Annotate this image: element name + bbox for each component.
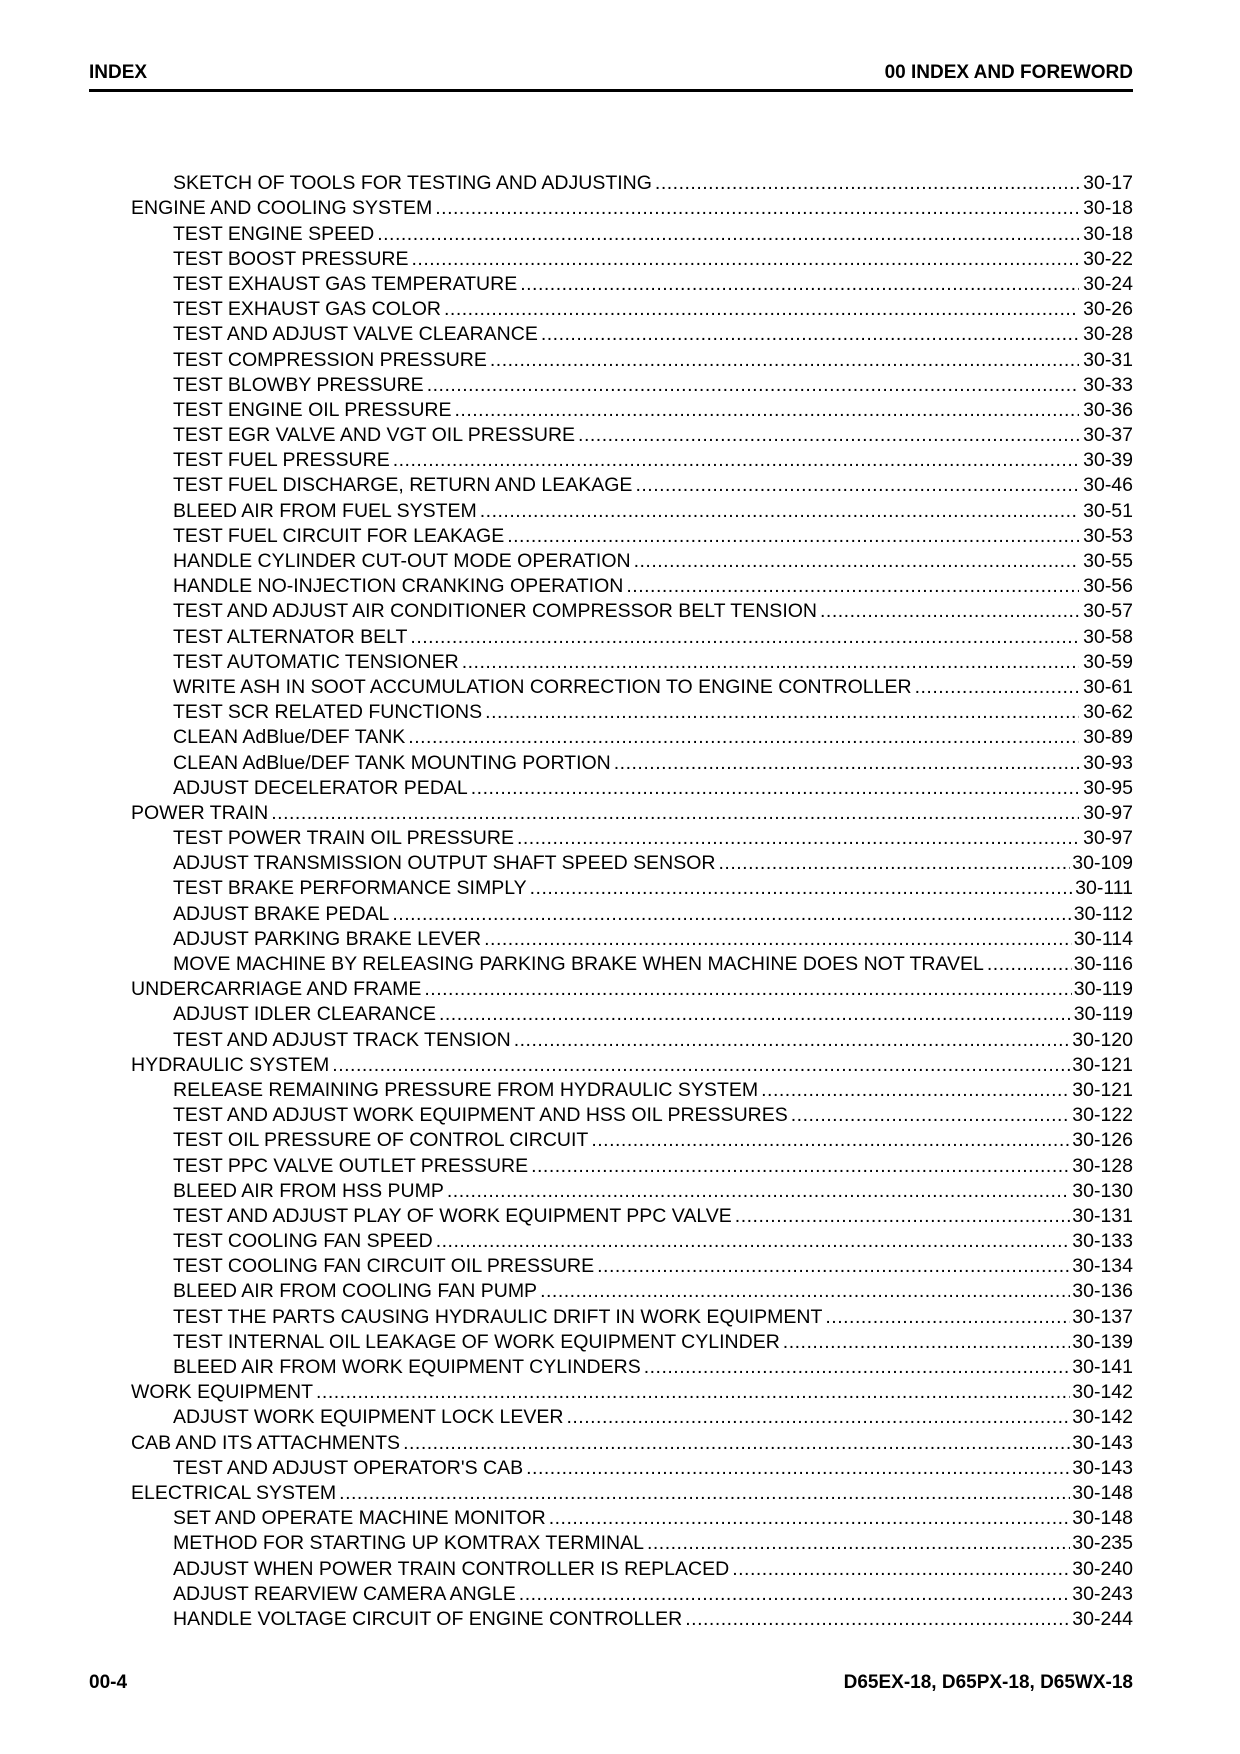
toc-entry-page: 30-119 [1073, 1003, 1133, 1026]
toc-entry-title: TEST AND ADJUST VALVE CLEARANCE [173, 323, 538, 346]
toc-entry-page: 30-37 [1083, 424, 1133, 447]
toc-entry [131, 1329, 1133, 1354]
dot-leader [541, 323, 1079, 346]
dot-leader [271, 802, 1079, 825]
toc-entry-page: 30-17 [1083, 172, 1133, 195]
toc-section-entry [131, 1480, 1133, 1505]
toc-entry-title: BLEED AIR FROM COOLING FAN PUMP [173, 1280, 538, 1303]
toc-entry [131, 1203, 1133, 1228]
toc-section-entry [131, 195, 1133, 220]
dot-leader [685, 1608, 1070, 1631]
toc-entry [131, 497, 1133, 522]
toc-entry-title: TEST BRAKE PERFORMANCE SIMPLY [173, 877, 527, 900]
toc-entry-page: 30-244 [1072, 1607, 1133, 1630]
toc-entry-title: TEST EGR VALVE AND VGT OIL PRESSURE [173, 424, 576, 447]
toc-entry-page: 30-121 [1072, 1053, 1133, 1076]
dot-leader [761, 1079, 1070, 1102]
toc-entry-page: 30-134 [1072, 1255, 1133, 1278]
toc-entry-title: TEST AND ADJUST AIR CONDITIONER COMPRESSOR BELT TENSION [173, 600, 817, 623]
toc-entry-title: ENGINE AND COOLING SYSTEM [131, 197, 433, 220]
toc-entry-page: 30-136 [1072, 1280, 1133, 1303]
dot-leader [647, 1532, 1070, 1555]
toc-entry-title: TEST ENGINE SPEED [173, 222, 375, 245]
page-header [89, 58, 1133, 84]
dot-leader [530, 877, 1074, 900]
toc-entry [131, 1581, 1133, 1606]
toc-entry-title: ADJUST WHEN POWER TRAIN CONTROLLER IS REPLACED [173, 1557, 730, 1580]
toc-entry-page: 30-57 [1083, 600, 1133, 623]
toc-entry-title: TEST EXHAUST GAS COLOR [173, 298, 442, 321]
dot-leader [393, 449, 1079, 472]
page-footer [89, 1672, 1133, 1694]
toc-entry-title: CAB AND ITS ATTACHMENTS [131, 1431, 401, 1454]
toc-entry-title: TEST THE PARTS CAUSING HYDRAULIC DRIFT IN WORK EQUIPMENT [173, 1305, 823, 1328]
toc-entry [131, 1530, 1133, 1555]
toc-entry-title: TEST AND ADJUST PLAY OF WORK EQUIPMENT PPC VALVE [173, 1204, 732, 1227]
toc-entry-page: 30-142 [1072, 1406, 1133, 1429]
toc-entry-page: 30-51 [1083, 499, 1133, 522]
toc-entry-title: TEST COMPRESSION PRESSURE [173, 348, 487, 371]
toc-entry-page: 30-139 [1072, 1330, 1133, 1353]
toc-entry-title: RELEASE REMAINING PRESSURE FROM HYDRAULIC SYSTEM [173, 1078, 759, 1101]
toc-entry [131, 220, 1133, 245]
toc-section-entry [131, 800, 1133, 825]
dot-leader [540, 1280, 1070, 1303]
toc-entry [131, 1026, 1133, 1051]
table-of-contents [131, 170, 1133, 1631]
dot-leader [526, 1457, 1070, 1480]
toc-entry-page: 30-130 [1072, 1179, 1133, 1202]
dot-leader [783, 1331, 1070, 1354]
toc-entry-page: 30-97 [1083, 801, 1133, 824]
dot-leader [520, 273, 1079, 296]
toc-entry [131, 623, 1133, 648]
toc-entry-page: 30-148 [1072, 1507, 1133, 1530]
dot-leader [454, 399, 1079, 422]
dot-leader [412, 248, 1079, 271]
dot-leader [626, 575, 1079, 598]
toc-entry-title: BLEED AIR FROM WORK EQUIPMENT CYLINDERS [173, 1356, 641, 1378]
toc-section-entry [131, 1379, 1133, 1404]
toc-entry [131, 1127, 1133, 1152]
dot-leader [435, 197, 1079, 220]
toc-entry-title: POWER TRAIN [131, 801, 269, 824]
dot-leader [566, 1406, 1070, 1429]
toc-entry-title: ADJUST DECELERATOR PEDAL [173, 776, 468, 799]
toc-entry-page: 30-24 [1083, 272, 1133, 295]
dot-leader [485, 701, 1079, 724]
toc-entry-page: 30-33 [1083, 373, 1133, 396]
toc-entry-title: HYDRAULIC SYSTEM [131, 1053, 330, 1076]
toc-entry-title: TEST EXHAUST GAS TEMPERATURE [173, 272, 518, 295]
toc-entry [131, 598, 1133, 623]
toc-entry [131, 775, 1133, 800]
toc-entry-title: UNDERCARRIAGE AND FRAME [131, 978, 422, 1001]
toc-entry-page: 30-109 [1072, 852, 1133, 875]
toc-entry-page: 30-53 [1083, 524, 1133, 547]
dot-leader [377, 223, 1079, 246]
toc-entry [131, 649, 1133, 674]
toc-entry-title: MOVE MACHINE BY RELEASING PARKING BRAKE WHEN MACHINE DOES NOT TRAVEL [173, 953, 984, 975]
dot-leader [447, 1180, 1070, 1203]
toc-entry-title: TEST AND ADJUST OPERATOR'S CAB [173, 1456, 524, 1479]
toc-entry [131, 548, 1133, 573]
dot-leader [339, 1482, 1070, 1505]
toc-entry-title: TEST AND ADJUST WORK EQUIPMENT AND HSS OIL PRESSURES [173, 1104, 788, 1127]
toc-entry [131, 1505, 1133, 1530]
dot-leader [439, 1003, 1072, 1026]
dot-leader [549, 1507, 1071, 1530]
toc-entry-page: 30-114 [1073, 927, 1133, 950]
toc-entry-title: TEST AUTOMATIC TENSIONER [173, 650, 459, 673]
toc-entry [131, 372, 1133, 397]
toc-entry-title: TEST FUEL PRESSURE [173, 449, 390, 472]
toc-entry [131, 397, 1133, 422]
toc-entry-page: 30-128 [1072, 1154, 1133, 1177]
toc-entry-title: HANDLE VOLTAGE CIRCUIT OF ENGINE CONTROLLER [173, 1607, 683, 1630]
toc-entry [131, 1102, 1133, 1127]
toc-entry-title: ADJUST WORK EQUIPMENT LOCK LEVER [173, 1406, 564, 1429]
dot-leader [655, 172, 1079, 195]
toc-entry [131, 1303, 1133, 1328]
toc-entry-title: BLEED AIR FROM HSS PUMP [173, 1179, 444, 1202]
toc-entry [131, 1253, 1133, 1278]
toc-entry-page: 30-119 [1073, 978, 1133, 1001]
toc-entry-page: 30-22 [1083, 247, 1133, 270]
toc-entry-page: 30-31 [1083, 348, 1133, 371]
toc-entry [131, 246, 1133, 271]
toc-entry-page: 30-141 [1072, 1356, 1133, 1378]
dot-leader [825, 1306, 1070, 1329]
dot-leader [436, 1230, 1071, 1253]
toc-entry [131, 573, 1133, 598]
dot-leader [517, 827, 1079, 850]
dot-leader [484, 928, 1072, 951]
dot-leader [732, 1558, 1070, 1581]
toc-entry [131, 321, 1133, 346]
dot-leader [791, 1104, 1071, 1127]
dot-leader [820, 600, 1079, 623]
header-divider [89, 89, 1133, 92]
header-chapter-title: 00 INDEX AND FOREWORD [884, 62, 1133, 83]
toc-entry [131, 472, 1133, 497]
toc-entry-page: 30-137 [1072, 1305, 1133, 1328]
dot-leader [444, 298, 1079, 321]
toc-entry-page: 30-95 [1083, 776, 1133, 799]
toc-entry-page: 30-36 [1083, 398, 1133, 421]
toc-entry-title: TEST ALTERNATOR BELT [173, 625, 408, 648]
toc-entry-title: TEST FUEL DISCHARGE, RETURN AND LEAKAGE [173, 474, 633, 497]
toc-entry [131, 1606, 1133, 1631]
dot-leader [735, 1205, 1071, 1228]
toc-entry-page: 30-97 [1083, 827, 1133, 850]
toc-entry-page: 30-133 [1072, 1230, 1133, 1253]
dot-leader [719, 852, 1071, 875]
toc-entry-title: TEST COOLING FAN CIRCUIT OIL PRESSURE [173, 1255, 595, 1278]
dot-leader [427, 374, 1079, 397]
toc-entry-title: ADJUST REARVIEW CAMERA ANGLE [173, 1582, 516, 1605]
toc-entry-title: ADJUST IDLER CLEARANCE [173, 1003, 436, 1026]
header-section-label: INDEX [89, 62, 148, 83]
toc-entry-page: 30-61 [1083, 675, 1133, 698]
page-number: 00-4 [89, 1672, 128, 1693]
toc-entry-title: ADJUST TRANSMISSION OUTPUT SHAFT SPEED SENSOR [173, 852, 716, 875]
dot-leader [424, 978, 1071, 1001]
dot-leader [403, 1432, 1070, 1455]
toc-entry [131, 1152, 1133, 1177]
toc-entry-page: 30-131 [1072, 1204, 1133, 1227]
toc-entry [131, 1001, 1133, 1026]
toc-entry-page: 30-46 [1083, 474, 1133, 497]
toc-entry-page: 30-142 [1072, 1381, 1133, 1404]
toc-entry-title: TEST INTERNAL OIL LEAKAGE OF WORK EQUIPMENT CYLINDER [173, 1330, 780, 1353]
toc-entry-title: TEST POWER TRAIN OIL PRESSURE [173, 827, 514, 850]
toc-entry [131, 422, 1133, 447]
toc-entry-page: 30-121 [1072, 1078, 1133, 1101]
toc-entry-page: 30-93 [1083, 751, 1133, 774]
toc-entry [131, 1455, 1133, 1480]
toc-entry [131, 724, 1133, 749]
dot-leader [507, 525, 1079, 548]
toc-entry [131, 875, 1133, 900]
toc-entry [131, 1228, 1133, 1253]
toc-entry-page: 30-240 [1072, 1557, 1133, 1580]
toc-entry-page: 30-116 [1073, 953, 1133, 975]
dot-leader [915, 676, 1079, 699]
toc-entry-page: 30-112 [1073, 902, 1133, 925]
dot-leader [490, 349, 1079, 372]
toc-entry-title: SKETCH OF TOOLS FOR TESTING AND ADJUSTING [173, 172, 652, 195]
toc-entry [131, 1178, 1133, 1203]
toc-entry [131, 1077, 1133, 1102]
dot-leader [635, 474, 1079, 497]
toc-entry-title: BLEED AIR FROM FUEL SYSTEM [173, 499, 477, 522]
toc-entry-page: 30-89 [1083, 726, 1133, 749]
toc-entry [131, 926, 1133, 951]
toc-entry-page: 30-59 [1083, 650, 1133, 673]
toc-entry-page: 30-120 [1072, 1028, 1133, 1051]
dot-leader [316, 1381, 1070, 1404]
dot-leader [462, 651, 1079, 674]
toc-entry-title: TEST FUEL CIRCUIT FOR LEAKAGE [173, 524, 505, 547]
toc-entry-page: 30-62 [1083, 701, 1133, 724]
dot-leader [408, 726, 1079, 749]
dot-leader [480, 500, 1079, 523]
dot-leader [634, 550, 1079, 573]
toc-entry-page: 30-122 [1072, 1104, 1133, 1127]
toc-entry-page: 30-18 [1083, 222, 1133, 245]
toc-entry-title: ADJUST BRAKE PEDAL [173, 902, 390, 925]
dot-leader [332, 1054, 1070, 1077]
toc-entry [131, 346, 1133, 371]
toc-entry-title: WORK EQUIPMENT [131, 1381, 314, 1404]
toc-entry-title: CLEAN AdBlue/DEF TANK [173, 726, 406, 749]
toc-entry [131, 850, 1133, 875]
toc-entry-title: ADJUST PARKING BRAKE LEVER [173, 927, 482, 950]
toc-entry [131, 523, 1133, 548]
toc-entry-title: TEST PPC VALVE OUTLET PRESSURE [173, 1154, 529, 1177]
toc-entry [131, 271, 1133, 296]
dot-leader [591, 1129, 1070, 1152]
toc-entry [131, 1354, 1133, 1379]
dot-leader [514, 1029, 1071, 1052]
toc-section-entry [131, 1052, 1133, 1077]
toc-entry [131, 951, 1133, 976]
toc-entry-title: CLEAN AdBlue/DEF TANK MOUNTING PORTION [173, 751, 611, 774]
dot-leader [519, 1583, 1070, 1606]
toc-entry-page: 30-58 [1083, 625, 1133, 648]
toc-entry-title: TEST AND ADJUST TRACK TENSION [173, 1028, 511, 1051]
toc-entry-page: 30-56 [1083, 575, 1133, 598]
toc-entry-page: 30-26 [1083, 298, 1133, 321]
toc-entry-title: TEST SCR RELATED FUNCTIONS [173, 701, 483, 724]
toc-entry [131, 825, 1133, 850]
toc-entry-page: 30-111 [1075, 877, 1133, 900]
toc-entry-page: 30-126 [1072, 1129, 1133, 1152]
toc-entry-title: TEST OIL PRESSURE OF CONTROL CIRCUIT [173, 1129, 589, 1152]
dot-leader [614, 752, 1079, 775]
toc-entry-page: 30-243 [1072, 1582, 1133, 1605]
toc-entry [131, 1278, 1133, 1303]
toc-entry [131, 170, 1133, 195]
toc-entry-page: 30-148 [1072, 1481, 1133, 1504]
toc-section-entry [131, 1429, 1133, 1454]
dot-leader [987, 953, 1072, 976]
toc-entry-title: ELECTRICAL SYSTEM [131, 1481, 337, 1504]
toc-entry [131, 296, 1133, 321]
toc-entry-page: 30-39 [1083, 449, 1133, 472]
dot-leader [531, 1155, 1070, 1178]
toc-entry [131, 674, 1133, 699]
toc-entry-title: WRITE ASH IN SOOT ACCUMULATION CORRECTION TO ENGINE CONTROLLER [173, 675, 912, 698]
toc-entry-title: METHOD FOR STARTING UP KOMTRAX TERMINAL [173, 1532, 644, 1555]
toc-entry-page: 30-55 [1083, 550, 1133, 572]
model-designation: D65EX-18, D65PX-18, D65WX-18 [843, 1672, 1133, 1693]
toc-entry-title: HANDLE CYLINDER CUT-OUT MODE OPERATION [173, 550, 631, 572]
toc-entry [131, 699, 1133, 724]
toc-section-entry [131, 976, 1133, 1001]
toc-entry-title: TEST ENGINE OIL PRESSURE [173, 398, 452, 421]
toc-entry-title: TEST BOOST PRESSURE [173, 247, 409, 270]
toc-entry [131, 1555, 1133, 1580]
toc-entry-page: 30-143 [1072, 1456, 1133, 1479]
dot-leader [471, 777, 1079, 800]
dot-leader [644, 1356, 1071, 1379]
toc-entry-title: SET AND OPERATE MACHINE MONITOR [173, 1507, 546, 1530]
toc-entry-title: TEST BLOWBY PRESSURE [173, 373, 424, 396]
dot-leader [410, 626, 1079, 649]
toc-entry-page: 30-143 [1072, 1431, 1133, 1454]
toc-entry-title: TEST COOLING FAN SPEED [173, 1230, 433, 1253]
toc-entry-page: 30-28 [1083, 323, 1133, 346]
toc-entry [131, 1404, 1133, 1429]
dot-leader [578, 424, 1079, 447]
toc-entry [131, 749, 1133, 774]
toc-entry [131, 447, 1133, 472]
toc-entry-title: HANDLE NO-INJECTION CRANKING OPERATION [173, 575, 624, 598]
dot-leader [597, 1255, 1070, 1278]
dot-leader [392, 903, 1071, 926]
toc-entry [131, 900, 1133, 925]
toc-entry-page: 30-235 [1072, 1532, 1133, 1555]
toc-entry-page: 30-18 [1083, 197, 1133, 220]
